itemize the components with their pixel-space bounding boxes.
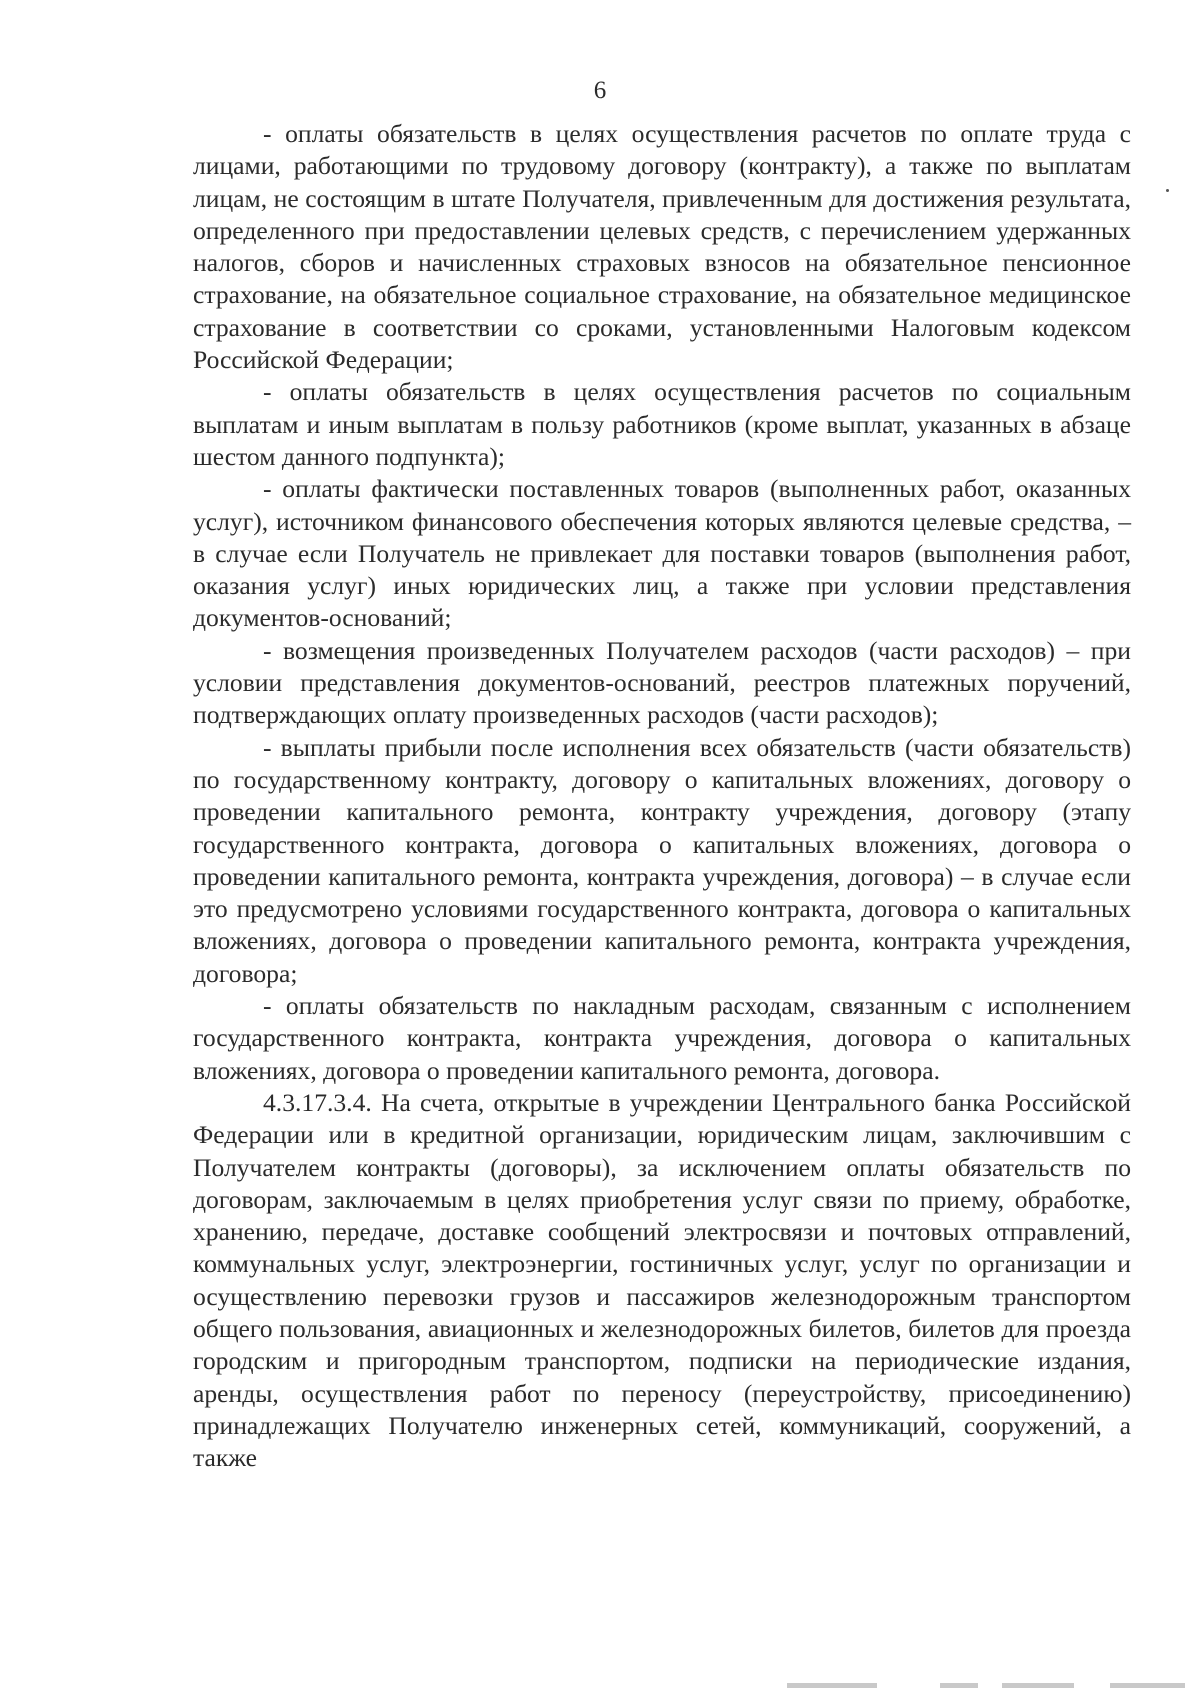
paragraph-clause-4-3-17-3-4: 4.3.17.3.4. На счета, открытые в учреждении Центрального банка Российской Федерации или в кредитной организации, юридическим лицам, заключившим с Получателем контракты (договоры), за исключением оплаты обязательств по договорам, заключаемым в целях приобретения услуг связи по приему, обработке, хранению, передаче, доставке сообщений электросвязи и почтовых отправлений, коммунальных услуг, электроэнергии, гостиничных услуг, услуг по организации и осуществлению перевозки грузов и пассажиров железнодорожным транспортом общего пользования, авиационных и железнодорожных билетов, билетов для проезда городским и пригородным транспортом, подписки на периодические издания, аренды, осуществления работ по переносу (переустройству, присоединению) принадлежащих Получателю инженерных сетей, коммуникаций, сооружений, а также xyxy=(193,1087,1131,1473)
paragraph-social-payments: - оплаты обязательств в целях осуществления расчетов по социальным выплатам и иным выплатам в пользу работников (кроме выплат, указанных в абзаце шестом данного подпункта); xyxy=(193,377,1131,471)
scan-edge-mark xyxy=(1110,1683,1185,1688)
scan-edge-mark xyxy=(1002,1683,1074,1688)
paragraph-overhead-payments: - оплаты обязательств по накладным расходам, связанным с исполнением государственного контракта, контракта учреждения, договора о капитальных вложениях, договора о проведении капитального ремонта, договора. xyxy=(193,991,1131,1085)
scan-edge-mark xyxy=(787,1683,877,1688)
document-body xyxy=(193,118,1131,1474)
page-number: 6 xyxy=(593,77,607,104)
scan-edge-mark xyxy=(940,1683,978,1688)
paragraph-goods-payments: - оплаты фактически поставленных товаров (выполненных работ, оказанных услуг), источником финансового обеспечения которых являются целевые средства, – в случае если Получатель не привлекает для поставки товаров (выполнения работ, оказания услуг) иных юридических лиц, а также при условии представления документов-оснований; xyxy=(193,474,1131,633)
paragraph-profit-payments: - выплаты прибыли после исполнения всех обязательств (части обязательств) по государственному контракту, договору о капитальных вложениях, договору о проведении капитального ремонта, контракту учреждения, договору (этапу государственного контракта, договора о капитальных вложениях, договора о проведении капитального ремонта, контракта учреждения, договора) – в случае если это предусмотрено условиями государственного контракта, договора о капитальных вложениях, договора о проведении капитального ремонта, контракта учреждения, договора; xyxy=(193,732,1131,988)
scan-speck xyxy=(1166,189,1169,192)
paragraph-expense-reimbursement: - возмещения произведенных Получателем расходов (части расходов) – при условии представления документов-оснований, реестров платежных поручений, подтверждающих оплату произведенных расходов (части расходов); xyxy=(193,635,1131,730)
paragraph-labor-payments: - оплаты обязательств в целях осуществления расчетов по оплате труда с лицами, работающими по трудовому договору (контракту), а также по выплатам лицам, не состоящим в штате Получателя, привлеченным для достижения результата, определенного при предоставлении целевых средств, с перечислением удержанных налогов, сборов и начисленных страховых взносов на обязательное пенсионное страхование, на обязательное социальное страхование, на обязательное медицинское страхование в соответствии со сроками, установленными Налоговым кодексом Российской Федерации; xyxy=(193,119,1131,375)
